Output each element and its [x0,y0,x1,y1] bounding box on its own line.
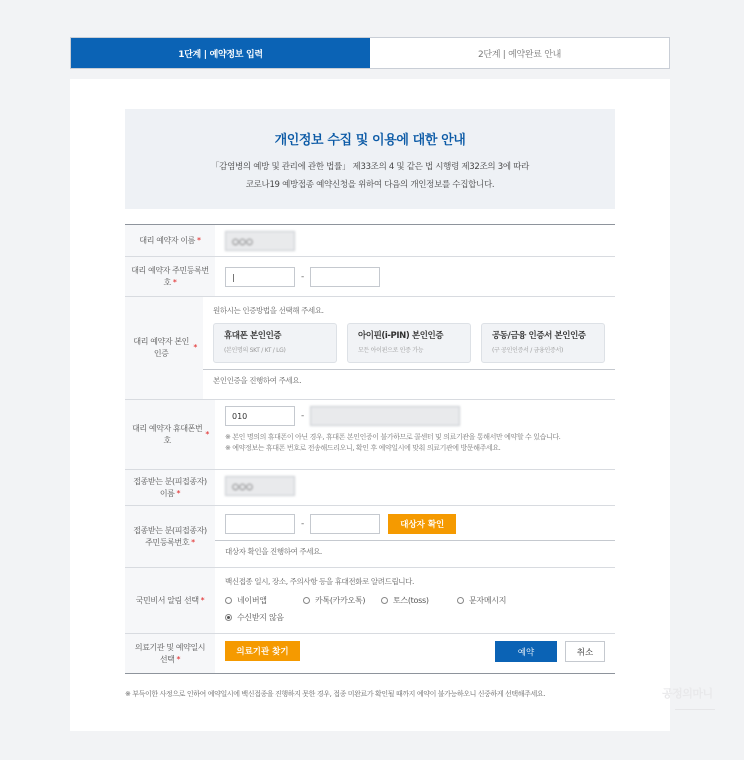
auth-cert-title: 공동/금융 인증서 본인인증 [492,331,586,341]
notice-line-1: 「감염병의 예방 및 관리에 관한 법률」 제33조의 4 및 같은 법 시행령 제32조의 3에 따라 [210,162,529,172]
radio-no-alert[interactable] [225,612,284,623]
radio-label: 토스(toss) [393,596,429,605]
auth-prompt: 원하시는 인증방법을 선택해 주세요. [213,306,324,315]
row-hospital [125,634,615,674]
radio-kakao[interactable] [303,595,381,606]
auth-ipin-sub: 모든 아이핀으로 인증 가능 [358,347,424,354]
phone-note-1: ※ 본인 명의의 휴대폰이 아닌 경우, 휴대폰 본인인증이 불가하므로 콜센터 및 의료기관을 통해서만 예약할 수 있습니다. [225,433,561,441]
auth-phone-sub: (본인명의 SKT / KT / LG) [224,347,286,354]
radio-label: 수신받지 않음 [237,613,284,622]
phone-note-2: ※ 예약정보는 휴대폰 번호로 전송해드리오니, 확인 후 예약일시에 맞춰 의료기관에 방문해주세요. [225,444,501,453]
radio-label: 카톡(카카오톡) [315,596,366,605]
row-target-name [125,470,615,506]
auth-status: 본인인증을 진행하여 주세요. [213,376,302,385]
find-hospital-button[interactable]: 의료기관 찾기 [225,641,300,661]
label-alert: 국민비서 알림 선택 * [125,568,215,633]
label-proxy-name: 대리 예약자 이름 * [125,225,215,256]
radio-naver[interactable] [225,595,303,606]
label-target-name: 접종받는 분(피접종자) 이름 * [125,470,215,505]
row-proxy-rrn [125,257,615,297]
label-proxy-rrn: 대리 예약자 주민등록번호 * [125,257,215,296]
watermark-line [675,709,715,710]
label-proxy-phone: 대리 예약자 휴대폰번호 * [125,400,215,469]
verify-target-button[interactable]: 대상자 확인 [388,514,456,534]
target-rrn-front-input[interactable] [225,514,295,534]
row-alert [125,568,615,634]
step-1-tab: 1단계 | 예약정보 입력 [71,38,370,68]
radio-label: 네이버앱 [237,596,267,605]
row-proxy-phone [125,400,615,470]
auth-ipin-title: 아이핀(i-PIN) 본인인증 [358,331,444,341]
dash: - [301,519,305,529]
auth-phone-title: 휴대폰 본인인증 [224,331,282,341]
divider [215,540,615,541]
phone-number-input[interactable] [310,406,460,426]
reservation-form [125,224,615,674]
auth-certificate-button[interactable] [481,323,605,363]
radio-dot [381,597,388,604]
label-hospital: 의료기관 및 예약일시 선택 * [125,634,215,673]
label-proxy-auth: 대리 예약자 본인인증 * [125,297,203,399]
row-proxy-name [125,225,615,257]
row-proxy-auth [125,297,615,400]
target-name-input[interactable]: ○○○ [225,476,295,496]
phone-prefix-input[interactable]: 010 [225,406,295,426]
notice-title: 개인정보 수집 및 이용에 대한 안내 [274,133,466,148]
reserve-button[interactable]: 예약 [495,641,557,662]
proxy-name-input[interactable]: ○○○ [225,231,295,251]
dash: - [301,411,305,421]
radio-sms[interactable] [457,595,506,606]
target-rrn-back-input[interactable] [310,514,380,534]
proxy-rrn-back-input[interactable] [310,267,380,287]
reservation-form-card [70,79,670,731]
radio-dot-selected [225,614,232,621]
label-target-rrn: 접종받는 분(피접종자) 주민등록번호 * [125,506,215,567]
row-target-rrn [125,506,615,568]
target-status: 대상자 확인을 진행하여 주세요. [225,547,322,556]
dash: - [301,272,305,282]
privacy-notice [125,109,615,209]
footnote: ※ 부득이한 사정으로 인하여 예약일시에 백신접종을 진행하지 못한 경우, 접종 미완료가 확인될 때까지 예약이 불가능하오니 신중하게 선택해주세요. [125,690,546,698]
radio-dot [457,597,464,604]
radio-dot [225,597,232,604]
cancel-button[interactable]: 취소 [565,641,605,662]
auth-phone-button[interactable] [213,323,337,363]
step-2-tab: 2단계 | 예약완료 안내 [478,49,561,60]
divider [203,369,615,370]
watermark-logo: 공정의마니 [662,687,713,700]
radio-label: 문자메시지 [469,596,507,605]
radio-toss[interactable] [381,595,457,606]
proxy-rrn-front-input[interactable]: | [225,267,295,287]
alert-desc: 백신접종 일시, 장소, 주의사항 등을 휴대전화로 알려드립니다. [225,577,414,586]
auth-cert-sub: (구 공인인증서 / 금융인증서) [492,347,564,354]
notice-line-2: 코로나19 예방접종 예약신청을 위하여 다음의 개인정보를 수집합니다. [245,180,495,190]
step-indicator [70,37,670,69]
radio-dot [303,597,310,604]
auth-ipin-button[interactable] [347,323,471,363]
